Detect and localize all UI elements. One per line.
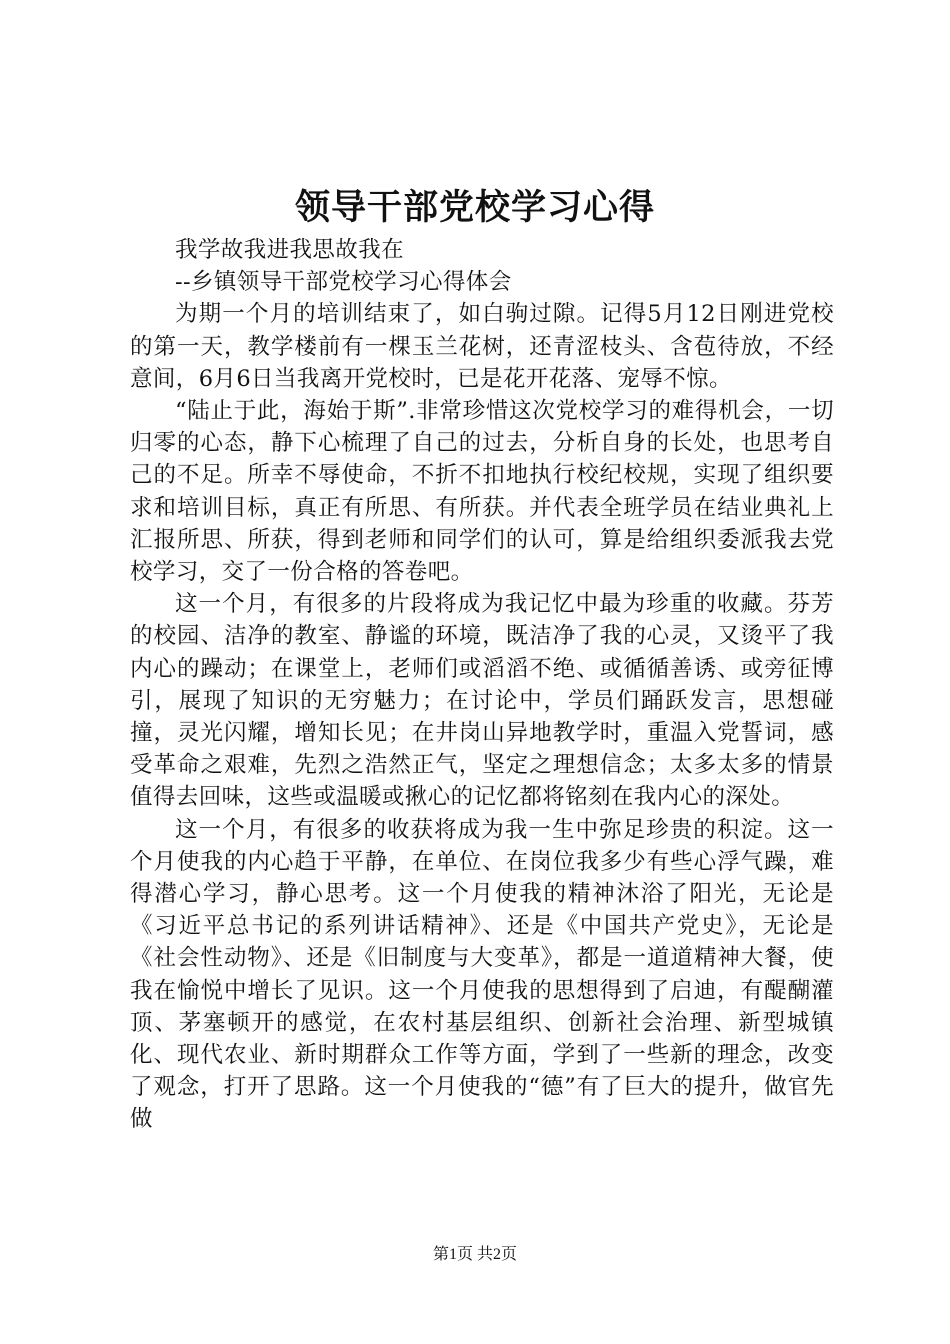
body-paragraph: 这一个月，有很多的收获将成为我一生中弥足珍贵的积淀。这一个月使我的内心趋于平静，在单位、在岗位我多少有些心浮气躁，难得潜心学习，静心思考。这一个月使我的精神沐浴了阳光，无论是《习近平总书记的系列讲话精神》、还是《中国共产党史》，无论是《社会性动物》、还是《旧制度与大变革》，都是一道道精神大餐，使我在愉悦中增长了见识。这一个月使我的思想得到了启迪，有醍醐灌顶、茅塞顿开的感觉，在农村基层组织、创新社会治理、新型城镇化、现代农业、新时期群众工作等方面，学到了一些新的理念，改变了观念，打开了思路。这一个月使我的“德”有了巨大的提升，做官先做	[130, 816, 834, 1133]
body-paragraph: “陆止于此，海始于斯”.非常珍惜这次党校学习的难得机会，一切归零的心态，静下心梳理了自己的过去，分析自身的长处，也思考自己的不足。所幸不辱使命，不折不扣地执行校纪校规，实现了组织要求和培训目标，真正有所思、有所获。并代表全班学员在结业典礼上汇报所思、所获，得到老师和同学们的认可，算是给组织委派我去党校学习，交了一份合格的答卷吧。	[130, 398, 834, 586]
subtitle-line: 我学故我进我思故我在	[175, 237, 405, 263]
page-number-footer: 第1页 共2页	[432, 1246, 517, 1263]
body-paragraph: 这一个月，有很多的片段将成为我记忆中最为珍重的收藏。芬芳的校园、洁净的教室、静谧的环境，既洁净了我的心灵，又烫平了我内心的躁动；在课堂上，老师们或滔滔不绝、或循循善诱、或旁征博引，展现了知识的无穷魅力；在讨论中，学员们踊跃发言，思想碰撞，灵光闪耀，增知长见；在井岗山异地教学时，重温入党誓词，感受革命之艰难，先烈之浩然正气，坚定之理想信念；太多太多的情景值得去回味，这些或温暖或揪心的记忆都将铭刻在我内心的深处。	[130, 591, 834, 811]
document-body	[130, 234, 834, 1136]
subtitle-line: --乡镇领导干部党校学习心得体会	[175, 269, 512, 296]
body-paragraph: 为期一个月的培训结束了，如白驹过隙。记得5月12日刚进党校的第一天，教学楼前有一棵玉兰花树，还青涩枝头、含苞待放，不经意间，6月6日当我离开党校时，已是花开花落、宠辱不惊。	[130, 301, 834, 392]
document-title: 领导干部党校学习心得	[294, 187, 655, 228]
